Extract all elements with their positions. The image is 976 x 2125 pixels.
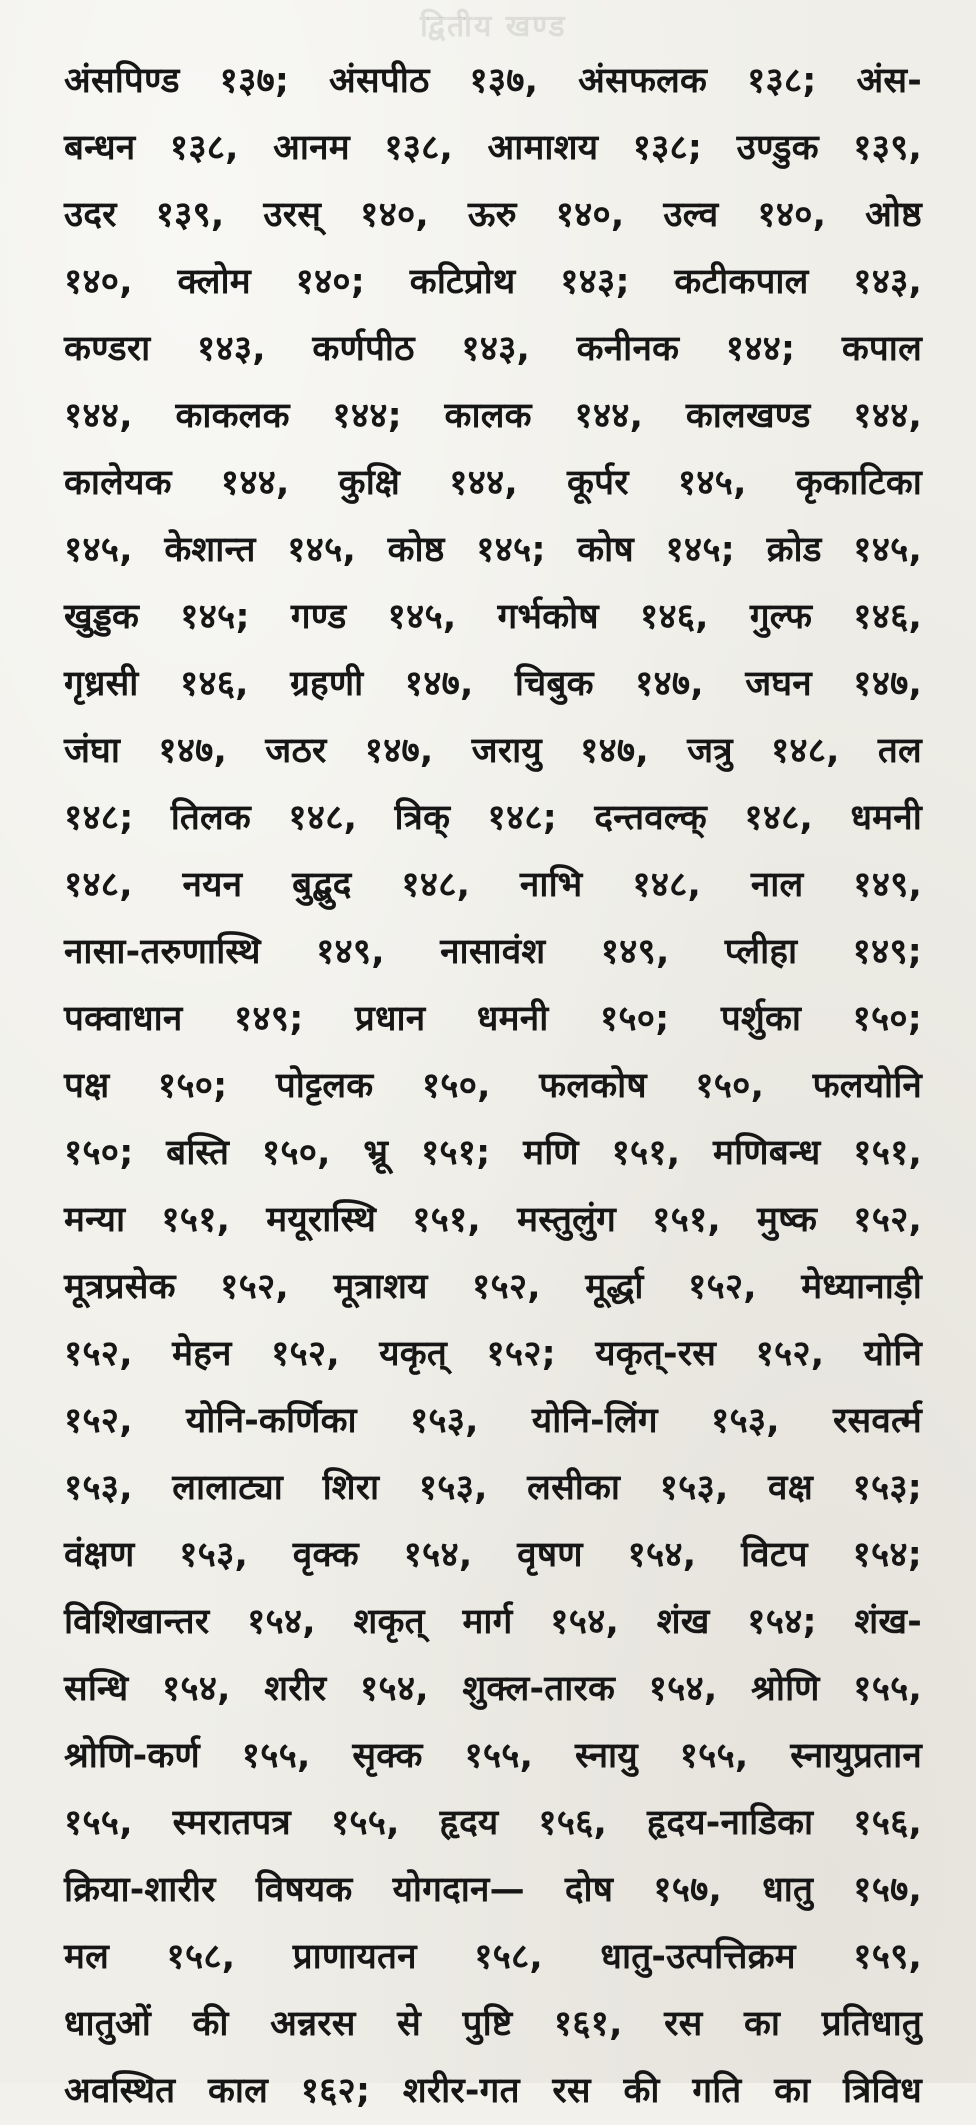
- text-line: १४५, केशान्त १४५, कोष्ठ १४५; कोष १४५; क्रोड १४५,: [64, 530, 922, 570]
- text-line: बन्धन १३८, आनम १३८, आमाशय १३८; उण्डुक १३९,: [64, 128, 922, 168]
- text-line: जंघा १४७, जठर १४७, जरायु १४७, जत्रु १४८, तल: [64, 731, 922, 771]
- text-line: अंसपिण्ड १३७; अंसपीठ १३७, अंसफलक १३८; अंस-: [64, 61, 922, 101]
- text-line: खुड्डक १४५; गण्ड १४५, गर्भकोष १४६, गुल्फ १४६,: [64, 597, 922, 637]
- text-line: १५२, मेहन १५२, यकृत् १५२; यकृत्-रस १५२, योनि: [64, 1334, 922, 1374]
- faint-page-header: द्वितीय खण्ड: [420, 9, 567, 44]
- text-line: मन्या १५१, मयूरास्थि १५१, मस्तुलुंग १५१, मुष्क १५२,: [64, 1200, 922, 1240]
- index-text-block: [64, 48, 922, 2125]
- text-line: १५२, योनि-कर्णिका १५३, योनि-लिंग १५३, रसवर्त्म: [64, 1401, 922, 1441]
- text-line: सन्धि १५४, शरीर १५४, शुक्ल-तारक १५४, श्रोणि १५५,: [64, 1669, 922, 1709]
- text-line: १५०; बस्ति १५०, भ्रू १५१; मणि १५१, मणिबन्ध १५१,: [64, 1133, 922, 1173]
- text-line: पक्वाधान १४९; प्रधान धमनी १५०; पर्शुका १५०;: [64, 999, 922, 1039]
- text-line: मल १५८, प्राणायतन १५८, धातु-उत्पत्तिक्रम १५९,: [64, 1937, 922, 1977]
- text-line: १५५, स्मरातपत्र १५५, हृदय १५६, हृदय-नाडिका १५६,: [64, 1803, 922, 1843]
- text-line: उदर १३९, उरस् १४०, ऊरु १४०, उल्व १४०, ओष्ठ: [64, 195, 922, 235]
- text-line: धातुओं की अन्नरस से पुष्टि १६१, रस का प्रतिधातु: [64, 2004, 922, 2044]
- text-line: १४८; तिलक १४८, त्रिक् १४८; दन्तवल्क् १४८, धमनी: [64, 798, 922, 838]
- text-line: पक्ष १५०; पोट्टलक १५०, फलकोष १५०, फलयोनि: [64, 1066, 922, 1106]
- text-line: १४८, नयन बुद्बुद १४८, नाभि १४८, नाल १४९,: [64, 865, 922, 905]
- text-line: १५३, लालाट्या शिरा १५३, लसीका १५३, वक्ष १५३;: [64, 1468, 922, 1508]
- text-line: मूत्रप्रसेक १५२, मूत्राशय १५२, मूर्द्धा १५२, मेध्यानाड़ी: [64, 1267, 922, 1307]
- text-line: श्रोणि-कर्ण १५५, सृक्क १५५, स्नायु १५५, स्नायुप्रतान: [64, 1736, 922, 1776]
- text-line: गृध्रसी १४६, ग्रहणी १४७, चिबुक १४७, जघन १४७,: [64, 664, 922, 704]
- text-line: अवस्थित काल १६२; शरीर-गत रस की गति का त्रिविध: [64, 2071, 922, 2111]
- text-line: कालेयक १४४, कुक्षि १४४, कूर्पर १४५, कृकाटिका: [64, 463, 922, 503]
- text-line: क्रिया-शारीर विषयक योगदान— दोष १५७, धातु १५७,: [64, 1870, 922, 1910]
- text-line: १४०, क्लोम १४०; कटिप्रोथ १४३; कटीकपाल १४३,: [64, 262, 922, 302]
- text-line: नासा-तरुणास्थि १४९, नासावंश १४९, प्लीहा १४९;: [64, 932, 922, 972]
- text-line: १४४, काकलक १४४; कालक १४४, कालखण्ड १४४,: [64, 396, 922, 436]
- text-line: वंक्षण १५३, वृक्क १५४, वृषण १५४, विटप १५४;: [64, 1535, 922, 1575]
- text-line: विशिखान्तर १५४, शकृत् मार्ग १५४, शंख १५४; शंख-: [64, 1602, 922, 1642]
- text-line: कण्डरा १४३, कर्णपीठ १४३, कनीनक १४४; कपाल: [64, 329, 922, 369]
